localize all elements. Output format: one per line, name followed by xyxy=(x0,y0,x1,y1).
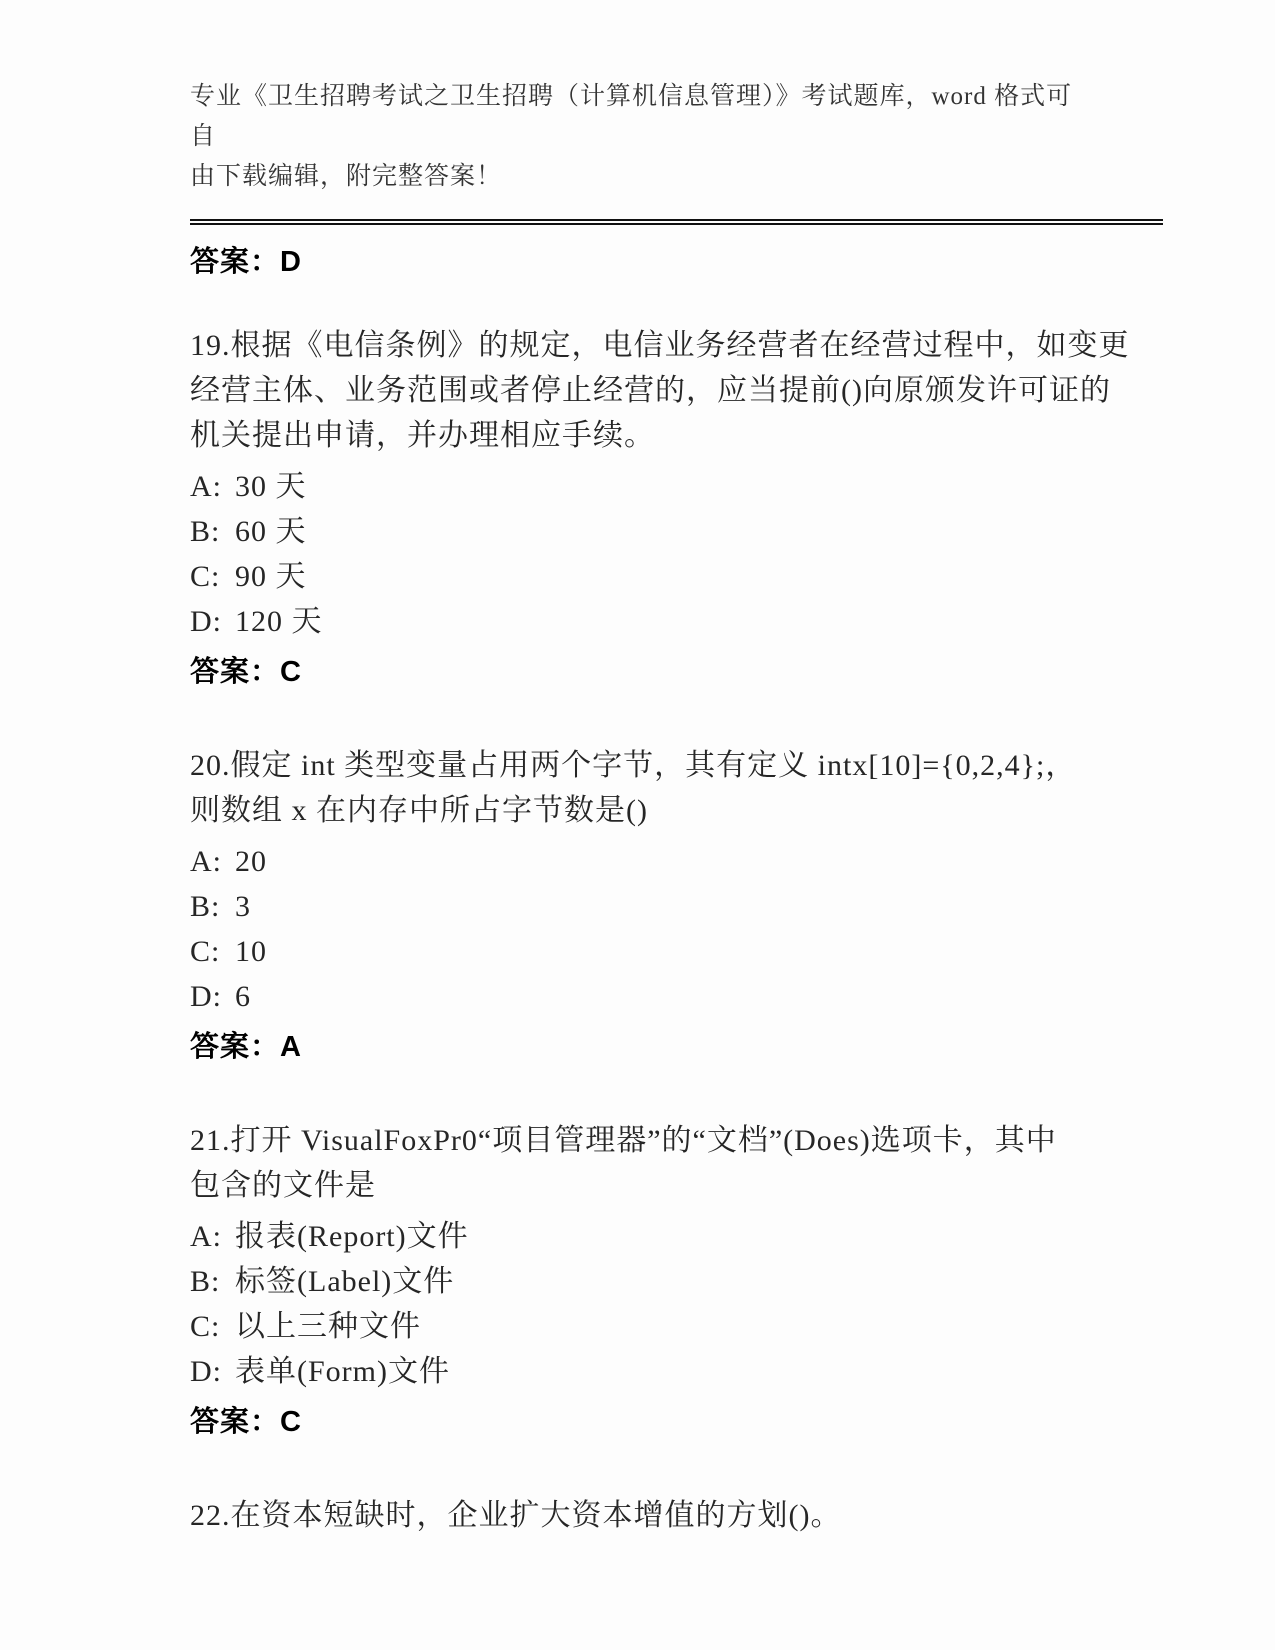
option-text: 以上三种文件 xyxy=(235,1310,421,1343)
option-row xyxy=(190,884,1163,929)
option-row xyxy=(190,554,1163,599)
options-list xyxy=(190,1214,1163,1394)
header-line-2: 由下载编辑，附完整答案！ xyxy=(190,163,503,190)
option-text: 60 天 xyxy=(235,515,307,548)
option-label: D: xyxy=(190,605,222,638)
question-text-line: 21.打开 VisualFoxPr0“项目管理器”的“文档”(Does)选项卡，其中 xyxy=(190,1124,1057,1157)
option-label: C: xyxy=(190,1310,221,1343)
option-label: B: xyxy=(190,515,221,548)
options-list xyxy=(190,464,1163,644)
option-row xyxy=(190,974,1163,1019)
answer-value: C xyxy=(280,656,302,688)
answer-label: 答案： xyxy=(190,246,281,278)
question-text-line: 22.在资本短缺时，企业扩大资本增值的方划()。 xyxy=(190,1499,842,1532)
option-row xyxy=(190,839,1163,884)
option-row xyxy=(190,1259,1163,1304)
option-text: 90 天 xyxy=(235,560,307,593)
answer-line xyxy=(190,650,1163,695)
question-text-line: 20.假定 int 类型变量占用两个字节，其有定义 intx[10]={0,2,4};， xyxy=(190,749,1077,782)
question-text-line: 经营主体、业务范围或者停止经营的，应当提前()向原颁发许可证的 xyxy=(190,374,1111,407)
option-row xyxy=(190,599,1163,644)
option-text: 6 xyxy=(235,980,251,1013)
document-header xyxy=(190,77,1163,197)
option-text: 20 xyxy=(235,845,267,878)
question-text-line: 包含的文件是 xyxy=(190,1169,376,1202)
answer-value: A xyxy=(280,1031,302,1063)
option-label: B: xyxy=(190,890,221,923)
option-label: A: xyxy=(190,1220,222,1253)
header-divider xyxy=(190,219,1163,225)
option-label: C: xyxy=(190,935,221,968)
answer-value: D xyxy=(280,246,302,278)
header-line-1: 专业《卫生招聘考试之卫生招聘（计算机信息管理）》考试题库，word 格式可自 xyxy=(190,83,1073,150)
option-text: 30 天 xyxy=(235,470,307,503)
question-22 xyxy=(190,1493,1163,1538)
option-row xyxy=(190,929,1163,974)
question-text-line: 机关提出申请，并办理相应手续。 xyxy=(190,419,655,452)
carryover-answer-line xyxy=(190,240,1163,285)
option-text: 表单(Form)文件 xyxy=(235,1355,450,1388)
option-label: B: xyxy=(190,1265,221,1298)
option-text: 120 天 xyxy=(235,605,323,638)
answer-value: C xyxy=(280,1406,302,1438)
answer-label: 答案： xyxy=(190,656,281,688)
option-text: 3 xyxy=(235,890,251,923)
option-label: A: xyxy=(190,470,222,503)
question-text-line: 19.根据《电信条例》的规定，电信业务经营者在经营过程中，如变更 xyxy=(190,329,1130,362)
option-row xyxy=(190,1349,1163,1394)
question-19 xyxy=(190,323,1163,695)
question-text-line: 则数组 x 在内存中所占字节数是() xyxy=(190,794,648,827)
answer-label: 答案： xyxy=(190,1406,281,1438)
option-text: 10 xyxy=(235,935,267,968)
option-row xyxy=(190,1214,1163,1259)
answer-line xyxy=(190,1025,1163,1070)
question-21 xyxy=(190,1118,1163,1445)
option-text: 报表(Report)文件 xyxy=(235,1220,469,1253)
options-list xyxy=(190,839,1163,1019)
option-label: A: xyxy=(190,845,222,878)
option-label: D: xyxy=(190,1355,222,1388)
option-label: D: xyxy=(190,980,222,1013)
option-label: C: xyxy=(190,560,221,593)
option-row xyxy=(190,464,1163,509)
answer-label: 答案： xyxy=(190,1031,281,1063)
option-text: 标签(Label)文件 xyxy=(235,1265,455,1298)
option-row xyxy=(190,509,1163,554)
question-20 xyxy=(190,743,1163,1070)
option-row xyxy=(190,1304,1163,1349)
answer-line xyxy=(190,1400,1163,1445)
